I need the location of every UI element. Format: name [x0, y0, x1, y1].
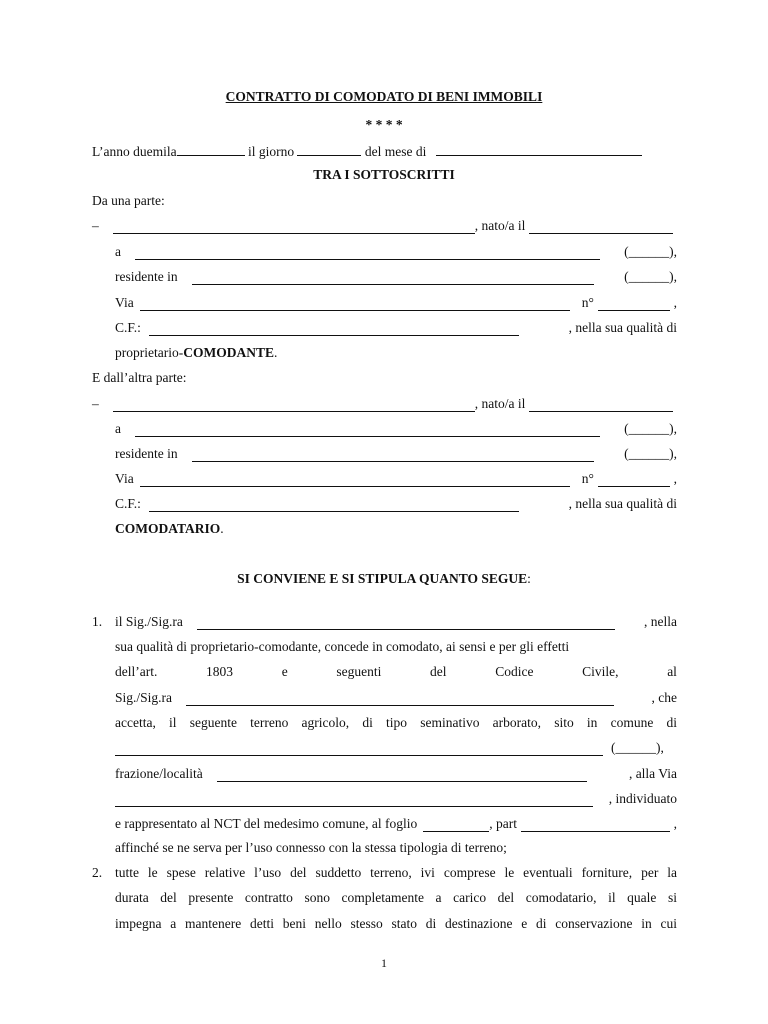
a-label: a — [115, 244, 121, 259]
party2-via-blank[interactable] — [140, 474, 570, 487]
cf-label: C.F.: — [115, 496, 141, 511]
frazione-blank[interactable] — [217, 769, 587, 782]
role-prefix: proprietario- — [115, 345, 184, 360]
clause1-line6 — [115, 740, 677, 756]
comune-blank[interactable] — [115, 743, 603, 756]
residente-label: residente in — [115, 446, 178, 461]
sig-label: il Sig./Sig.ra — [115, 614, 183, 629]
party1-name-blank[interactable] — [113, 221, 475, 234]
role-comodante: COMODANTE — [183, 345, 274, 360]
word: 1803 — [206, 664, 234, 679]
comodante-name-blank[interactable] — [197, 617, 615, 630]
clause1-line4 — [115, 690, 677, 706]
a-label: a — [115, 421, 121, 436]
colon: : — [527, 571, 531, 586]
party2-num-blank[interactable] — [598, 474, 670, 487]
comma: , — [673, 295, 677, 310]
party2-birthplace-blank[interactable] — [135, 424, 600, 437]
clause2-line3: impegna a mantenere detti beni nello stesso stato di destinazione e di conservazione in cui — [115, 916, 677, 931]
clause1-line9 — [115, 816, 677, 832]
party1-residence-row — [115, 269, 677, 285]
party1-heading: Da una parte: — [92, 193, 165, 208]
num-label: n° — [581, 295, 594, 310]
party2-residence-blank[interactable] — [192, 449, 594, 462]
word: del — [430, 664, 447, 679]
clause1-line8 — [115, 791, 677, 807]
tra-heading: TRA I SOTTOSCRITTI — [313, 167, 455, 182]
province-paren: (______), — [624, 446, 677, 461]
comma: , — [673, 471, 677, 486]
party2-cf-blank[interactable] — [149, 499, 519, 512]
word: Civile, — [582, 664, 619, 679]
foglio-blank[interactable] — [423, 819, 489, 832]
word: e — [281, 664, 288, 679]
qualita-label: , nella sua qualità di — [568, 320, 677, 335]
via-label: Via — [115, 295, 134, 310]
party1-cf-row — [115, 320, 677, 336]
party2-via-row — [115, 471, 677, 487]
clause2-line2: durata del presente contratto sono completamente a carico del comodatario, il quale si — [115, 890, 677, 905]
party2-name-blank[interactable] — [113, 399, 475, 412]
document-title — [0, 89, 768, 105]
frazione-label: frazione/località — [115, 766, 203, 781]
year-blank[interactable] — [177, 143, 245, 156]
si-conviene-text: SI CONVIENE E SI STIPULA QUANTO SEGUE — [237, 571, 528, 586]
party2-cf-row — [115, 496, 677, 512]
party2-role-line — [115, 521, 224, 537]
clause1-line2: sua qualità di proprietario-comodante, concede in comodato, ai sensi e per gli effetti — [115, 639, 570, 654]
word: al — [667, 664, 677, 679]
via-blank[interactable] — [115, 794, 593, 807]
dot: . — [220, 521, 224, 536]
intro-line — [92, 143, 642, 160]
party1-cf-blank[interactable] — [149, 323, 519, 336]
intro-year-label: L’anno duemila — [92, 144, 177, 159]
part-blank[interactable] — [521, 819, 670, 832]
clause1-line1 — [115, 614, 677, 630]
intro-month-label: del mese di — [364, 144, 427, 159]
comodatario-name-blank[interactable] — [186, 693, 614, 706]
qualita-label: , nella sua qualità di — [568, 496, 677, 511]
province-paren: (______), — [624, 421, 677, 436]
party1-role-line — [115, 345, 277, 361]
page-number: 1 — [381, 956, 387, 970]
party1-name-row — [92, 218, 677, 234]
part-label: , part — [489, 816, 518, 831]
nella-label: , nella — [644, 614, 677, 629]
word: seguenti — [336, 664, 382, 679]
day-blank[interactable] — [297, 143, 361, 156]
alla-via-label: , alla Via — [628, 766, 677, 781]
si-conviene-heading — [0, 571, 768, 587]
word: dell’art. — [115, 664, 158, 679]
party2-name-row — [92, 396, 677, 412]
nct-label: e rappresentato al NCT del medesimo comune, al foglio — [115, 816, 418, 831]
party1-residence-blank[interactable] — [192, 272, 594, 285]
word: Codice — [495, 664, 534, 679]
clause2-line1: tutte le spese relative l’uso del suddetto terreno, ivi comprese le eventuali forniture, per la — [115, 865, 677, 880]
party1-via-blank[interactable] — [140, 298, 570, 311]
clause1-line5: accetta, il seguente terreno agricolo, di tipo seminativo arborato, sito in comune di — [115, 715, 677, 730]
dot: . — [273, 345, 278, 360]
via-label: Via — [115, 471, 134, 486]
clause1-number: 1. — [92, 614, 103, 629]
residente-label: residente in — [115, 269, 178, 284]
clause1-line10: affinché se ne serva per l’uso connesso con la stessa tipologia di terreno; — [115, 840, 507, 855]
dash: – — [92, 396, 99, 411]
cf-label: C.F.: — [115, 320, 141, 335]
title-text: CONTRATTO DI COMODATO DI BENI IMMOBILI — [225, 89, 543, 104]
party1-via-row — [115, 295, 677, 311]
party2-birthplace-row — [115, 421, 677, 437]
province-paren: (______), — [624, 244, 677, 259]
clause1-line3 — [115, 664, 677, 680]
party1-num-blank[interactable] — [598, 298, 670, 311]
clause2-number: 2. — [92, 865, 103, 880]
province-paren: (______), — [624, 269, 677, 284]
num-label: n° — [581, 471, 594, 486]
party1-birthplace-blank[interactable] — [135, 247, 600, 260]
party2-residence-row — [115, 446, 677, 462]
party1-birthdate-blank[interactable] — [529, 221, 673, 234]
nato-label: , nato/a il — [474, 396, 526, 411]
sig-label: Sig./Sig.ra — [115, 690, 173, 705]
intro-day-label: il giorno — [247, 144, 295, 159]
clause1-line7 — [115, 766, 677, 782]
nato-label: , nato/a il — [474, 218, 526, 233]
month-blank[interactable] — [436, 143, 642, 156]
province-paren: (______), — [611, 740, 664, 755]
party1-birthplace-row — [115, 244, 677, 260]
role-comodatario: COMODATARIO — [115, 521, 221, 536]
individuato-label: , individuato — [608, 791, 677, 806]
che-label: , che — [651, 690, 677, 705]
party2-birthdate-blank[interactable] — [529, 399, 673, 412]
dash: – — [92, 218, 99, 233]
party2-heading: E dall’altra parte: — [92, 370, 187, 385]
comma: , — [673, 816, 677, 831]
stars-separator: * * * * — [365, 117, 403, 132]
